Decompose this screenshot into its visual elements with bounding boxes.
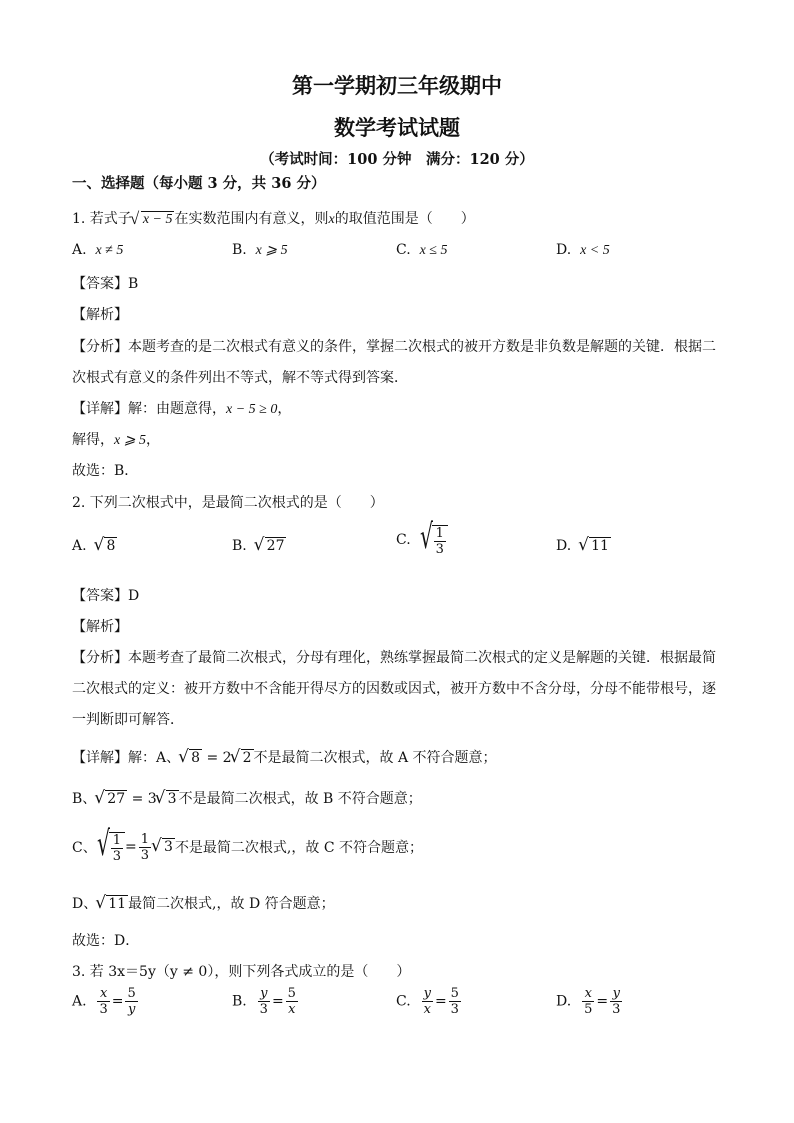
q3-option-d: D. $\frac{x}{5}$ = $\frac{y}{3}$: [556, 986, 621, 1017]
q1-choice: 故选：B．: [72, 463, 139, 479]
q2-stem: 2. 下列二次根式中，是最简二次根式的是（ ）: [72, 495, 384, 511]
q1-detail: 【详解】解：由题意得，x − 5 ≥ 0，: [72, 401, 292, 417]
q2-answer: 【答案】D: [72, 588, 140, 604]
q1-stem-end: 的取值范围是（ ）: [334, 211, 475, 227]
q1-analysis-label: 【解析】: [72, 307, 128, 323]
q3-stem: 3. 若 3x＝5y（y ≠ 0），则下列各式成立的是（ ）: [72, 964, 411, 980]
q2-detail-d: D、√ 11 最简二次根式,，故 D 符合题意；: [72, 893, 335, 913]
q1-stem: [72, 208, 475, 228]
q1-analysis-line-2: 次根式有意义的条件列出不等式，解不等式得到答案．: [72, 370, 408, 386]
q2-choice: 故选：D．: [72, 933, 140, 949]
q2-analysis-line-2: 二次根式的定义：被开方数中不含能开得尽方的因数或因式，被开方数中不含分母，分母不能带根号，逐: [72, 681, 716, 697]
q1-option-b: B. x ⩾ 5: [232, 242, 288, 258]
q1-analysis-line-1: 【分析】本题考查的是二次根式有意义的条件，掌握二次根式的被开方数是非负数是解题的关键．根据二: [72, 339, 716, 355]
exam-title: 第一学期初三年级期中: [292, 73, 502, 98]
exam-subtitle: 数学考试试题: [334, 115, 460, 140]
q3-option-b: B. $\frac{y}{3}$ = $\frac{5}{x}$: [232, 986, 296, 1017]
q2-analysis-line-3: 一判断即可解答．: [72, 712, 184, 728]
section-heading: 一、选择题（每小题 3 分，共 36 分）: [72, 175, 326, 192]
q1-solve: 解得，x ⩾ 5，: [72, 432, 160, 448]
q2-option-b: B. √ 27: [232, 538, 286, 554]
q2-detail-a: 【详解】解：A、√ 8 = 2√ 2 不是最简二次根式，故 A 不符合题意；: [72, 747, 497, 767]
q3-option-a: A. $\frac{x}{3}$ = $\frac{5}{y}$: [72, 986, 136, 1017]
q1-answer: 【答案】B: [72, 276, 139, 292]
q1-option-a: A. x ≠ 5: [72, 242, 124, 258]
q2-analysis-line-1: 【分析】本题考查了最简二次根式，分母有理化，熟练掌握最简二次根式的定义是解题的关键．根据最简: [72, 650, 716, 666]
q1-stem-pre: 1. 若式子: [72, 211, 132, 227]
q1-option-c: C. x ≤ 5: [396, 242, 448, 258]
q2-option-a: A. √ 8: [72, 538, 117, 554]
q2-detail-b: B、√ 27 = 3√ 3 不是最简二次根式，故 B 不符合题意；: [72, 788, 422, 808]
q3-option-c: C. $\frac{y}{x}$ = $\frac{5}{3}$: [396, 986, 459, 1017]
q1-radical: √ x − 5: [132, 212, 175, 228]
q1-var: x: [328, 212, 335, 227]
q2-detail-c: C、 √ $\frac{1}{3}$ = $\frac{1}{3}$ √ 3 不是最简二次根式,，故 C 不符合题意；: [72, 830, 423, 864]
q1-stem-post: 在实数范围内有意义，则: [174, 211, 329, 227]
exam-info: （考试时间：100 分钟 满分：120 分）: [260, 151, 534, 168]
q1-option-d: D. x < 5: [556, 242, 610, 258]
q2-option-d: D. √ 11: [556, 538, 611, 554]
q2-analysis-label: 【解析】: [72, 619, 128, 635]
q2-option-c: C. √ $\frac{1}{3}$: [396, 523, 448, 557]
